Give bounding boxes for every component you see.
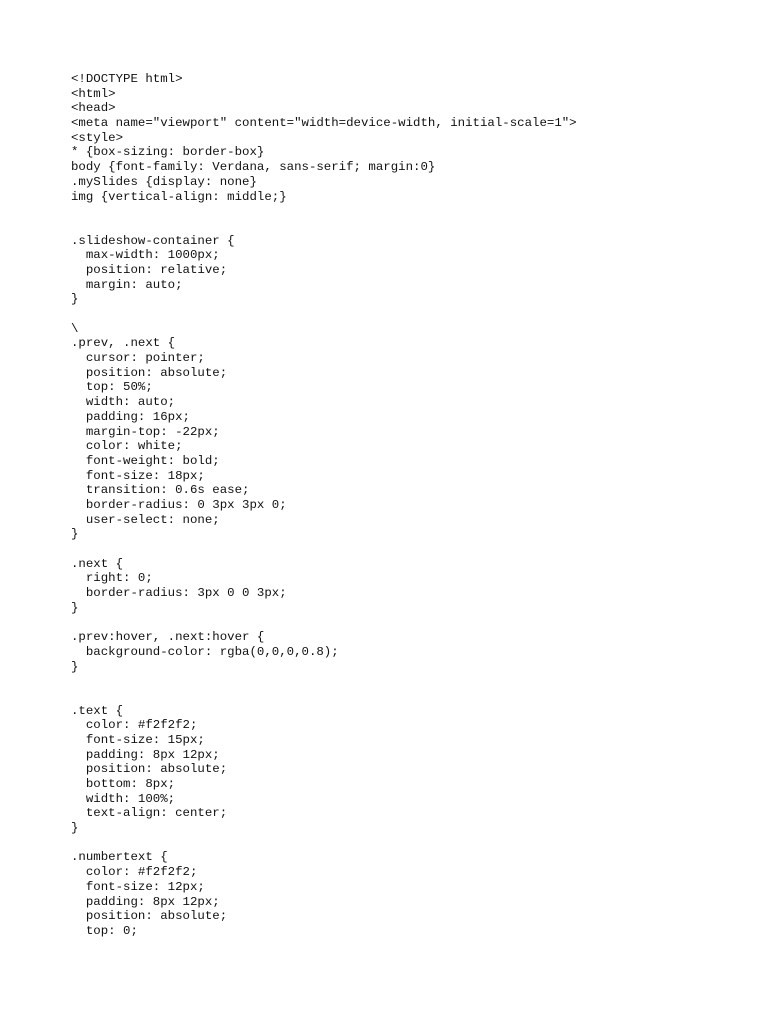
code-line: cursor: pointer;: [71, 351, 205, 366]
code-line: }: [71, 527, 79, 542]
code-line: <style>: [71, 130, 124, 145]
code-line: background-color: rgba(0,0,0,0.8);: [71, 644, 339, 659]
code-line: body {font-family: Verdana, sans-serif; margin:0}: [71, 160, 436, 175]
code-line: [71, 689, 577, 704]
code-line: [71, 204, 577, 219]
code-line: top: 0;: [71, 923, 138, 938]
code-line: padding: 8px 12px;: [71, 747, 220, 762]
code-line: color: white;: [71, 439, 183, 454]
code-line: .prev, .next {: [71, 336, 176, 351]
code-line: [71, 542, 577, 557]
code-line: .next {: [71, 556, 124, 571]
code-line: }: [71, 821, 79, 836]
code-line: margin-top: -22px;: [71, 424, 220, 439]
code-line: color: #f2f2f2;: [71, 865, 198, 880]
code-line: img {vertical-align: middle;}: [71, 189, 287, 204]
code-line: font-size: 15px;: [71, 732, 205, 747]
code-line: width: auto;: [71, 395, 176, 410]
code-line: font-size: 12px;: [71, 879, 205, 894]
code-line: color: #f2f2f2;: [71, 718, 198, 733]
code-line: margin: auto;: [71, 277, 183, 292]
code-line: border-radius: 3px 0 0 3px;: [71, 586, 287, 601]
code-listing: [71, 72, 577, 939]
code-line: border-radius: 0 3px 3px 0;: [71, 497, 287, 512]
code-line: }: [71, 600, 79, 615]
code-line: transition: 0.6s ease;: [71, 483, 250, 498]
code-line: text-align: center;: [71, 806, 228, 821]
code-line: .slideshow-container {: [71, 233, 235, 248]
code-line: [71, 674, 577, 689]
code-line: position: relative;: [71, 262, 228, 277]
code-line: <meta name="viewport" content="width=device-width, initial-scale=1">: [71, 116, 577, 131]
code-line: position: absolute;: [71, 365, 228, 380]
code-line: \: [71, 321, 79, 336]
code-line: width: 100%;: [71, 791, 176, 806]
code-line: user-select: none;: [71, 512, 220, 527]
code-line: <html>: [71, 86, 116, 101]
code-line: <!DOCTYPE html>: [71, 72, 183, 86]
code-line: padding: 16px;: [71, 409, 190, 424]
code-line: * {box-sizing: border-box}: [71, 145, 265, 160]
code-line: .prev:hover, .next:hover {: [71, 630, 265, 645]
code-line: position: absolute;: [71, 909, 228, 924]
code-line: bottom: 8px;: [71, 777, 176, 791]
code-line: position: absolute;: [71, 762, 228, 777]
code-line: max-width: 1000px;: [71, 248, 220, 263]
code-line: top: 50%;: [71, 380, 153, 395]
code-line: <head>: [71, 101, 116, 116]
code-line: .text {: [71, 703, 124, 718]
code-line: font-size: 18px;: [71, 468, 205, 483]
code-line: }: [71, 292, 79, 307]
code-line: .numbertext {: [71, 850, 168, 865]
code-line: font-weight: bold;: [71, 453, 220, 468]
code-line: [71, 836, 577, 851]
code-line: [71, 219, 577, 234]
code-line: right: 0;: [71, 571, 153, 586]
code-line: padding: 8px 12px;: [71, 894, 220, 909]
code-line: [71, 307, 577, 322]
code-line: }: [71, 659, 79, 674]
code-line: [71, 615, 577, 630]
code-line: .mySlides {display: none}: [71, 174, 257, 189]
